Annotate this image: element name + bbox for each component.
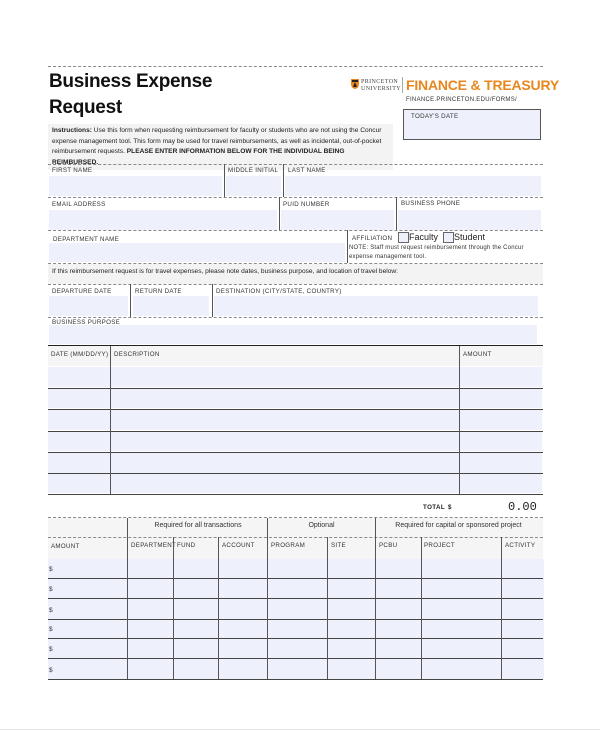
todays-date-label: TODAY'S DATE [411,113,459,120]
acct-col-department: DEPARTMENT [131,542,177,549]
business-purpose-label: BUSINESS PURPOSE [52,319,121,326]
acct-col-site: SITE [331,542,346,549]
total-currency: $ [448,504,452,511]
department-name-label: DEPARTMENT NAME [53,236,120,243]
university-name-line2: UNIVERSITY [361,86,401,92]
divider [459,346,460,494]
row-currency: $ [49,626,53,633]
acct-col-amount: AMOUNT [51,543,80,550]
divider [375,518,376,679]
divider [396,197,397,230]
divider [48,164,543,165]
divider [173,537,174,679]
last-name-label: LAST NAME [288,167,326,174]
student-checkbox[interactable] [443,232,454,243]
affiliation-label: AFFILIATION [352,235,393,242]
divider [421,537,422,679]
middle-initial-label: MIDDLE INITIAL [228,167,279,174]
faculty-checkbox[interactable] [398,232,409,243]
divider [48,658,543,659]
student-option-label: Student [454,232,486,242]
group-required-all: Required for all transactions [154,522,242,529]
destination-label: DESTINATION (CITY/STATE, COUNTRY) [216,288,342,295]
puid-number-input[interactable] [281,210,394,230]
row-currency: $ [49,566,53,573]
divider [48,638,543,639]
divider [48,619,543,620]
acct-col-program: PROGRAM [271,542,306,549]
divider [267,518,268,679]
top-divider [48,66,543,67]
page-title-line1: Business Expense [49,71,213,92]
divider [48,578,543,579]
expense-col-description: DESCRIPTION [114,351,160,358]
divider [48,317,543,318]
instructions-text: Use this form when requesting reimbursement for faculty or students who are not using the Concur expense management tool. This form may be used for travel reimbursements, as well as incidental, out-of-pocket reimbursement requests. [52,127,382,155]
instructions-emphasis: PLEASE ENTER INFORMATION BELOW FOR THE INDIVIDUAL BEING REIMBURSED. [52,148,345,166]
email-address-input[interactable] [49,210,277,230]
divider [130,284,131,317]
princeton-shield-icon [351,79,359,89]
row-currency: $ [49,646,53,653]
affiliation-note: NOTE: Staff must request reimbursement through the Concur expense management tool. [349,245,524,260]
email-address-label: EMAIL ADDRESS [52,201,106,208]
last-name-input[interactable] [285,176,541,196]
expense-row-2[interactable] [48,389,542,408]
divider [501,537,502,679]
divider [224,164,225,197]
todays-date-field[interactable] [403,109,541,140]
divider [212,284,213,317]
row-currency: $ [49,667,53,674]
divider [218,537,219,679]
expense-row-1[interactable] [48,367,542,387]
acct-col-project: PROJECT [424,542,455,549]
expense-table-bottom [48,494,543,495]
expense-row-5[interactable] [48,453,542,473]
divider [110,346,111,494]
divider [48,598,543,599]
expense-col-amount: AMOUNT [463,351,492,358]
expense-row-4[interactable] [48,432,542,451]
middle-initial-input[interactable] [226,176,281,196]
acct-col-fund: FUND [177,542,196,549]
first-name-label: FIRST NAME [52,167,93,174]
faculty-option-label: Faculty [409,232,439,242]
departure-date-input[interactable] [49,296,128,316]
expense-row-3[interactable] [48,410,542,430]
logo-divider [402,77,404,93]
divider [48,537,543,538]
page-title-line2: Request [49,97,122,118]
first-name-input[interactable] [49,176,222,196]
divider [48,197,543,198]
group-optional: Optional [308,522,335,529]
business-phone-input[interactable] [398,210,541,230]
row-currency: $ [49,586,53,593]
forms-url: FINANCE.PRINCETON.EDU/FORMS/ [406,97,517,103]
divider [327,537,328,679]
university-name-line1: PRINCETON [361,79,399,85]
expense-row-6[interactable] [48,474,542,493]
departure-date-label: DEPARTURE DATE [52,288,112,295]
acct-col-account: ACCOUNT [222,542,255,549]
return-date-input[interactable] [133,296,209,316]
expense-col-date: DATE (MM/DD/YY) [51,351,109,358]
acct-col-pcbu: PCBU [379,542,398,549]
puid-number-label: PUID NUMBER [283,201,330,208]
total-label: TOTAL [423,504,446,511]
destination-input[interactable] [214,296,538,316]
return-date-label: RETURN DATE [135,288,182,295]
total-value: 0.00 [508,500,537,514]
travel-instructions: If this reimbursement request is for travel expenses, please note dates, business purpose, and location of travel below: [48,264,543,284]
business-purpose-input[interactable] [49,325,537,344]
divider [48,284,543,285]
divider [48,230,543,231]
department-brand: FINANCE & TREASURY [406,77,559,93]
accounting-table-bottom [48,679,543,680]
group-required-capital: Required for capital or sponsored project [395,522,522,529]
row-currency: $ [49,607,53,614]
business-phone-label: BUSINESS PHONE [401,200,461,207]
department-name-input[interactable] [49,243,345,262]
acct-col-activity: ACTIVITY [505,542,536,549]
divider [279,197,280,230]
divider [347,230,348,263]
divider [283,164,284,197]
instructions-lead: Instructions: [52,127,92,134]
divider [127,518,128,679]
